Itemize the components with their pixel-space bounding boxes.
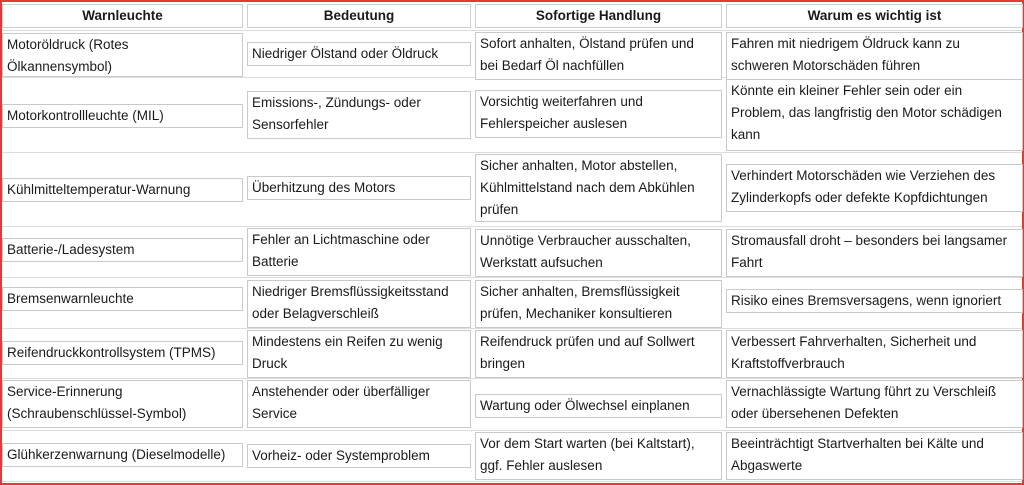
cell-warum <box>726 164 1023 212</box>
cell-line: Druck <box>252 356 288 371</box>
cell-line: Abgaswerte <box>731 458 803 473</box>
cell-line: Zylinderkopfs oder defekte Kopfdichtungen <box>731 190 988 205</box>
cell-line: Bremsenwarnleuchte <box>7 291 134 306</box>
row-divider <box>2 481 1022 482</box>
cell-line: (Schraubenschlüssel-Symbol) <box>7 406 187 421</box>
row-divider <box>2 430 1022 431</box>
cell-warnleuchte <box>2 380 243 428</box>
cell-warum <box>726 32 1023 80</box>
cell-line: Service <box>252 406 298 421</box>
cell-line: Fahrt <box>731 255 763 270</box>
cell-line: Risiko eines Bremsversagens, wenn ignoriert <box>731 293 1002 308</box>
cell-line: Motoröldruck (Rotes <box>7 37 129 52</box>
cell-line: Ölkannensymbol) <box>7 59 113 74</box>
cell-line: Emissions-, Zündungs- oder <box>252 95 421 110</box>
row-divider <box>2 30 1022 31</box>
column-header-warnleuchte: Warnleuchte <box>2 4 243 28</box>
row-divider <box>2 152 1022 153</box>
cell-warnleuchte <box>2 287 243 311</box>
cell-warum <box>726 432 1023 480</box>
cell-line: Stromausfall droht – besonders bei langsamer <box>731 233 1008 248</box>
cell-line: bringen <box>480 356 526 371</box>
cell-line: schweren Motorschäden führen <box>731 58 921 73</box>
cell-warnleuchte <box>2 178 243 202</box>
cell-handlung <box>475 32 722 80</box>
cell-line: Werkstatt aufsuchen <box>480 255 603 270</box>
row-divider <box>2 328 1022 329</box>
cell-warnleuchte <box>2 443 243 467</box>
cell-line: Vor dem Start warten (bei Kaltstart), <box>480 436 695 451</box>
cell-line: Problem, das langfristig den Motor schädigen <box>731 105 1002 120</box>
cell-line: Beeinträchtigt Startverhalten bei Kälte und <box>731 436 984 451</box>
cell-bedeutung <box>247 176 471 200</box>
column-header-warum: Warum es wichtig ist <box>726 4 1023 28</box>
cell-line: Motorkontrollleuchte (MIL) <box>7 108 164 123</box>
cell-handlung <box>475 229 722 277</box>
cell-warum <box>726 79 1023 151</box>
cell-line: Sicher anhalten, Bremsflüssigkeit <box>480 284 680 299</box>
cell-handlung <box>475 280 722 328</box>
cell-line: prüfen <box>480 202 519 217</box>
cell-line: oder Belagverschleiß <box>252 306 379 321</box>
row-divider <box>2 277 1022 278</box>
cell-line: Vernachlässigte Wartung führt zu Verschleiß <box>731 384 997 399</box>
cell-line: oder übersehenen Defekten <box>731 406 899 421</box>
cell-line: Verhindert Motorschäden wie Verziehen des <box>731 168 996 183</box>
cell-line: Könnte ein kleiner Fehler sein oder ein <box>731 83 963 98</box>
cell-warnleuchte <box>2 33 243 77</box>
cell-line: Anstehender oder überfälliger <box>252 384 430 399</box>
cell-line: Wartung oder Ölwechsel einplanen <box>480 398 690 413</box>
cell-line: Service-Erinnerung <box>7 384 123 399</box>
cell-bedeutung <box>247 280 471 328</box>
cell-handlung <box>475 90 722 138</box>
cell-line: Verbessert Fahrverhalten, Sicherheit und <box>731 334 977 349</box>
cell-handlung <box>475 394 722 418</box>
cell-line: Unnötige Verbraucher ausschalten, <box>480 233 691 248</box>
cell-line: Sicher anhalten, Motor abstellen, <box>480 158 678 173</box>
cell-line: Kraftstoffverbrauch <box>731 356 845 371</box>
cell-line: Niedriger Bremsflüssigkeitsstand <box>252 284 449 299</box>
cell-bedeutung <box>247 380 471 428</box>
cell-warnleuchte <box>2 104 243 128</box>
cell-line: prüfen, Mechaniker konsultieren <box>480 306 673 321</box>
cell-line: Glühkerzenwarnung (Dieselmodelle) <box>7 447 226 462</box>
cell-line: Fahren mit niedrigem Öldruck kann zu <box>731 36 960 51</box>
cell-warnleuchte <box>2 238 243 262</box>
cell-line: Kühlmitteltemperatur-Warnung <box>7 182 191 197</box>
row-divider <box>2 378 1022 379</box>
column-header-handlung: Sofortige Handlung <box>475 4 722 28</box>
cell-warnleuchte <box>2 341 243 365</box>
cell-warum <box>726 330 1023 378</box>
cell-handlung <box>475 154 722 222</box>
cell-warum <box>726 289 1023 313</box>
cell-line: Vorsichtig weiterfahren und <box>480 94 643 109</box>
cell-warum <box>726 380 1023 428</box>
cell-line: Sofort anhalten, Ölstand prüfen und <box>480 36 694 51</box>
cell-line: Mindestens ein Reifen zu wenig <box>252 334 443 349</box>
row-divider <box>2 226 1022 227</box>
cell-line: ggf. Fehler auslesen <box>480 458 603 473</box>
cell-line: Niedriger Ölstand oder Öldruck <box>252 46 439 61</box>
cell-bedeutung <box>247 330 471 378</box>
cell-bedeutung <box>247 444 471 468</box>
cell-bedeutung <box>247 42 471 66</box>
cell-line: kann <box>731 127 761 142</box>
cell-bedeutung <box>247 91 471 139</box>
cell-line: bei Bedarf Öl nachfüllen <box>480 58 625 73</box>
cell-line: Sensorfehler <box>252 117 329 132</box>
cell-line: Reifendruck prüfen und auf Sollwert <box>480 334 695 349</box>
cell-line: Batterie-/Ladesystem <box>7 242 135 257</box>
cell-line: Fehler an Lichtmaschine oder <box>252 232 430 247</box>
cell-line: Fehlerspeicher auslesen <box>480 116 628 131</box>
cell-handlung <box>475 432 722 480</box>
cell-line: Reifendruckkontrollsystem (TPMS) <box>7 345 216 360</box>
cell-line: Batterie <box>252 254 299 269</box>
cell-line: Vorheiz- oder Systemproblem <box>252 448 430 463</box>
cell-handlung <box>475 330 722 378</box>
column-header-bedeutung: Bedeutung <box>247 4 471 28</box>
cell-bedeutung <box>247 228 471 276</box>
cell-line: Kühlmittelstand nach dem Abkühlen <box>480 180 695 195</box>
cell-line: Überhitzung des Motors <box>252 180 396 195</box>
cell-warum <box>726 229 1023 277</box>
